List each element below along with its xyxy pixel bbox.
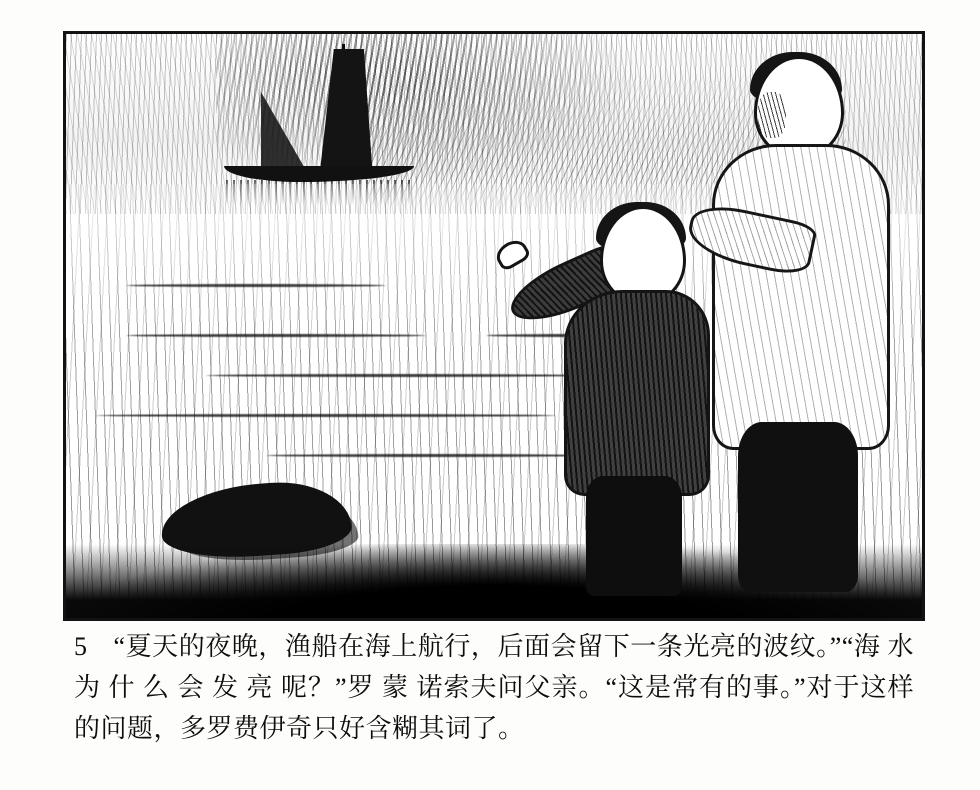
boat-jib-sail xyxy=(261,92,307,172)
boy-legs xyxy=(586,476,682,596)
boat-main-sail xyxy=(312,49,372,169)
pointing-boy-figure xyxy=(512,204,722,584)
man-torso xyxy=(712,144,890,450)
illustration-artwork xyxy=(66,34,922,618)
caption-text: “夏天的夜晚，渔船在海上航行，后面会留下一条光亮的波纹。”“海 水 为 什 么 会 发 亮 呢？”罗 蒙 诺索夫问父亲。“这是常有的事。”对于这样的问题，多罗费伊奇只好含糊其词了。 xyxy=(74,632,914,743)
wave-streak xyxy=(126,334,426,337)
caption-block xyxy=(74,626,914,749)
man-face-shading xyxy=(758,92,786,138)
standing-man-figure xyxy=(702,52,892,582)
wave-streak xyxy=(126,284,386,287)
man-legs xyxy=(738,422,858,592)
sailing-boat xyxy=(166,44,456,204)
wave-streak xyxy=(96,414,556,417)
caption-number: 5 xyxy=(74,632,88,661)
boy-torso xyxy=(564,290,710,496)
illustration-panel xyxy=(63,31,925,621)
